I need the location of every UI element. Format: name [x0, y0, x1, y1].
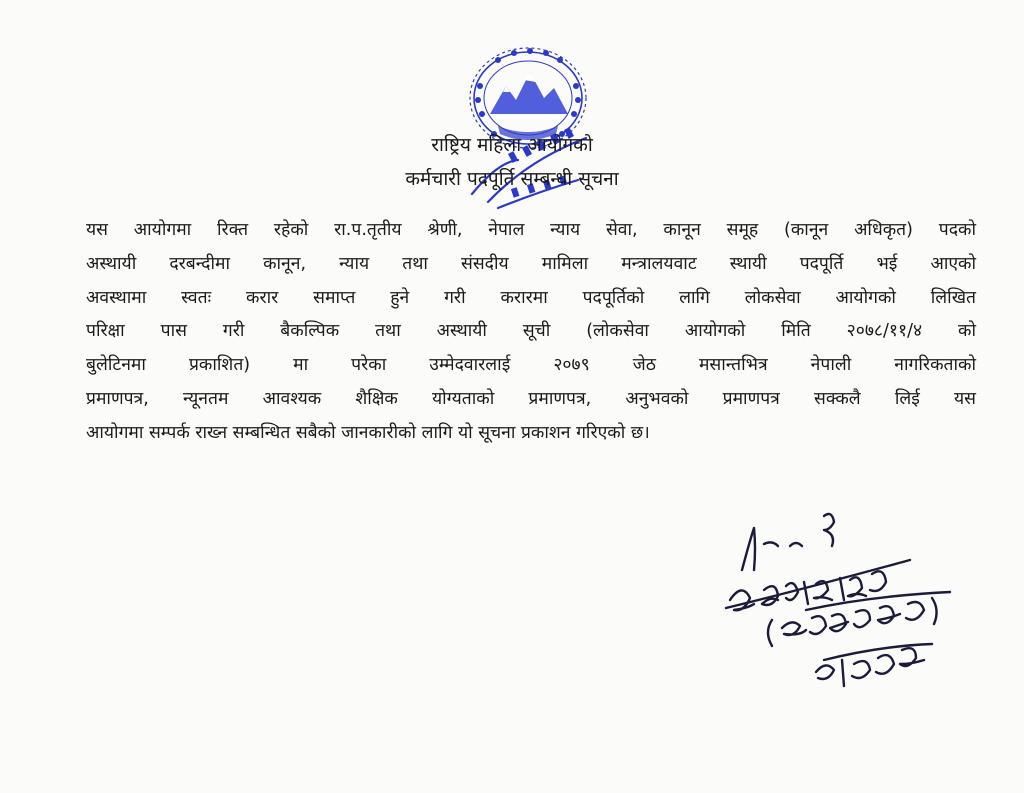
- body-line: बुलेटिनमा प्रकाशित) मा परेका उम्मेदवारलाई २०७९ जेठ मसान्तभित्र नेपाली नागरिकताको: [86, 355, 976, 376]
- body-line: यस आयोगमा रिक्त रहेको रा.प.तृतीय श्रेणी, नेपाल न्याय सेवा, कानून समूह (कानून अधिकृत) पदको: [86, 220, 976, 240]
- body-line: अवस्थामा स्वतः करार समाप्त हुने गरी करारमा पदपूर्तिको लागि लोकसेवा आयोगको लिखित: [86, 287, 976, 308]
- title-line-1: राष्ट्रिय महिला आयोगको: [431, 134, 593, 156]
- body-line: प्रमाणपत्र, न्यूनतम आवश्यक शैक्षिक योग्यताको प्रमाणपत्र, अनुभवको प्रमाणपत्र सक्कलै लिई यस: [86, 388, 976, 409]
- handwritten-signature: [720, 500, 990, 710]
- body-line: अस्थायी दरबन्दीमा कानून, न्याय तथा संसदीय मामिला मन्त्रालयवाट स्थायी पदपूर्ति भई आएको: [86, 253, 976, 274]
- body-line: आयोगमा सम्पर्क राख्न सम्बन्धित सबैको जानकारीको लागि यो सूचना प्रकाशन गरिएको छ।: [86, 422, 650, 443]
- notice-body: [86, 214, 976, 451]
- title-line-2: कर्मचारी पदपूर्ति सम्बन्धी सूचना: [405, 168, 619, 190]
- notice-title: [340, 128, 684, 196]
- body-line: परिक्षा पास गरी बैकल्पिक तथा अस्थायी सूची (लोकसेवा आयोगको मिति २०७८/११/४ को: [86, 321, 976, 342]
